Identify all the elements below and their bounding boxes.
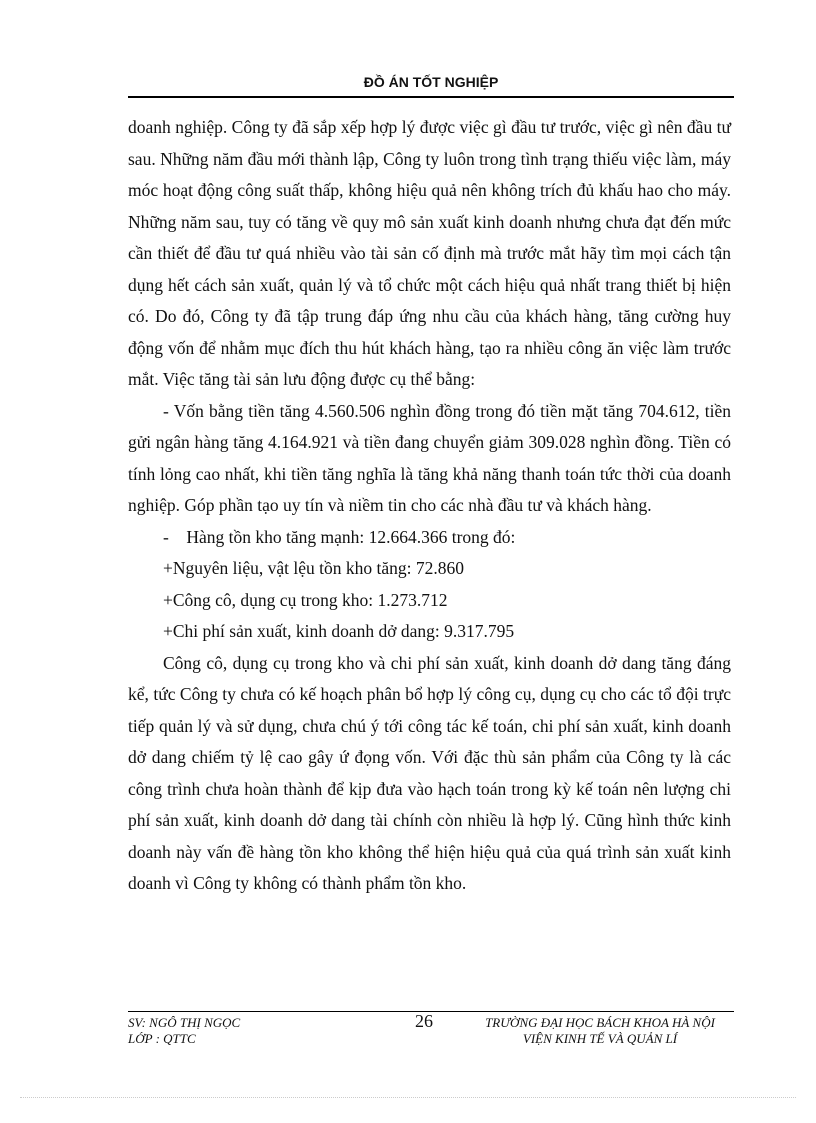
list-item-wip: +Chi phí sản xuất, kinh doanh dở dang: 9.317.795 [163,621,515,641]
footer-class: LỚP : QTTC [128,1031,196,1046]
list-item-inventory: - Hàng tồn kho tăng mạnh: 12.664.366 trong đó: [163,526,516,547]
document-body [128,112,731,900]
page-header-title: ĐỒ ÁN TỐT NGHIỆP [363,74,499,90]
list-item-tools: +Công cô, dụng cụ trong kho: 1.273.712 [163,589,448,610]
footer-school: TRƯỜNG ĐẠI HỌC BÁCH KHOA HÀ NỘI [485,1015,715,1030]
list-item-materials: +Nguyên liệu, vật lệu tồn kho tăng: 72.860 [163,558,465,578]
footer-student-info [128,1015,240,1047]
paragraph-cash: - Vốn bằng tiền tăng 4.560.506 nghìn đồng trong đó tiền mặt tăng 704.612, tiền gửi ngân hàng tăng 4.164.921 và tiền đang chuyển giảm 309.028 nghìn đồng. Tiền có tính lỏng cao nhất, khi tiền tăng nghĩa là tăng khả năng thanh toán tức thời của doanh nghiệp. Góp phần tạo uy tín và niềm tin cho các nhà đầu tư và khách hàng. [128,400,731,515]
footer-institute: VIỆN KINH TẾ VÀ QUẢN LÍ [522,1031,678,1046]
header-rule [128,96,734,98]
footer-school-info [462,1015,738,1047]
paragraph-intro: doanh nghiệp. Công ty đã sắp xếp hợp lý được việc gì đầu tư trước, việc gì nên đầu tư sau. Những năm đầu mới thành lập, Công ty luôn trong tình trạng thiếu việc làm, máy móc hoạt động công suất thấp, không hiệu quả nên không trích đủ khấu hao cho máy. Những năm sau, tuy có tăng về quy mô sản xuất kinh doanh nhưng chưa đạt đến mức cần thiết để đầu tư quá nhiều vào tài sản cố định mà trước mắt hãy tìm mọi cách tận dụng hết cách sản xuất, quản lý và tổ chức một cách hiệu quả nhất trang thiết bị hiện có. Do đó, Công ty đã tập trung đáp ứng nhu cầu của khách hàng, tăng cường huy động vốn để nhằm mục đích thu hút khách hàng, tạo ra nhiều công ăn việc làm trước mắt. Việc tăng tài sản lưu động được cụ thể bằng: [128,117,731,389]
paragraph-analysis: Công cô, dụng cụ trong kho và chi phí sản xuất, kinh doanh dở dang tăng đáng kể, tức Công ty chưa có kế hoạch phân bổ hợp lý công cụ, dụng cụ cho các tổ đội trực tiếp quản lý và sử dụng, chưa chú ý tới công tác kế toán, chi phí sản xuất, kinh doanh dở dang chiếm tỷ lệ cao gây ứ đọng vốn. Với đặc thù sản phẩm của Công ty là các công trình chưa hoàn thành để kịp đưa vào hạch toán trong kỳ kế toán nên lượng chi phí sản xuất, kinh doanh dở dang tài chính còn nhiều là hợp lý. Cũng hình thức kinh doanh này vấn đề hàng tồn kho không thể hiện hiệu quả của quá trình sản xuất kinh doanh vì Công ty không có thành phẩm tồn kho. [128,652,731,893]
page-number: 26 [415,1011,433,1031]
footer-student-name: SV: NGÔ THỊ NGỌC [128,1015,241,1030]
page-edge-divider [20,1097,796,1098]
